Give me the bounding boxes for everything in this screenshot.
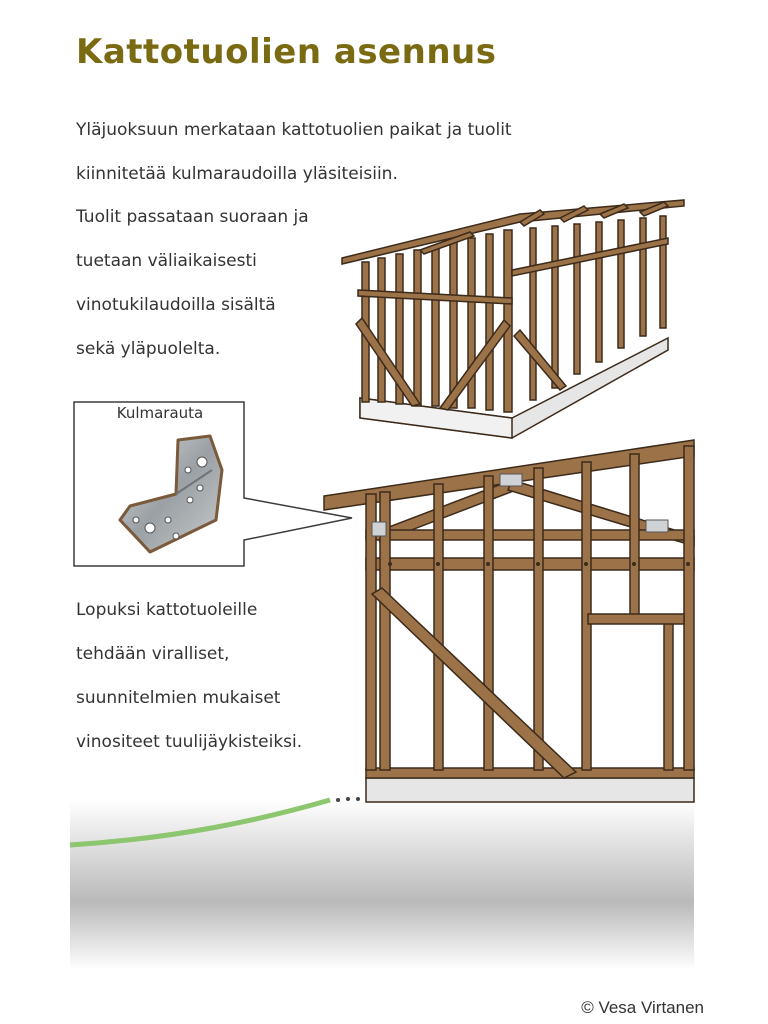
paragraph-line: Lopuksi kattotuoleille [76, 600, 258, 620]
paragraph-line: Yläjuoksuun merkataan kattotuolien paikat ja tuolit [76, 120, 512, 140]
wall-frame-illustration [324, 440, 694, 802]
paragraph-wind-bracing [76, 588, 302, 764]
paragraph-intro [76, 108, 512, 196]
paragraph-line: Tuolit passataan suoraan ja [76, 207, 309, 227]
frame-perspective-illustration [342, 200, 684, 438]
paragraph-line: tuetaan väliaikaisesti [76, 251, 257, 271]
paragraph-line: suunnitelmien mukaiset [76, 688, 281, 708]
callout-label: Kulmarauta [116, 404, 204, 422]
paragraph-line: vinositeet tuulijäykisteiksi. [76, 732, 303, 752]
paragraph-line: tehdään viralliset, [76, 644, 230, 664]
paragraph-line: sekä yläpuolelta. [76, 339, 221, 359]
callout-box [74, 402, 352, 566]
page-title: Kattotuolien asennus [76, 32, 497, 72]
paragraph-bracing [76, 195, 309, 371]
paragraph-line: kiinnitetää kulmaraudoilla yläsiteisiin. [76, 164, 398, 184]
paragraph-line: vinotukilaudoilla sisältä [76, 295, 276, 315]
copyright-credit: © Vesa Virtanen [581, 998, 704, 1017]
ground [70, 797, 694, 970]
